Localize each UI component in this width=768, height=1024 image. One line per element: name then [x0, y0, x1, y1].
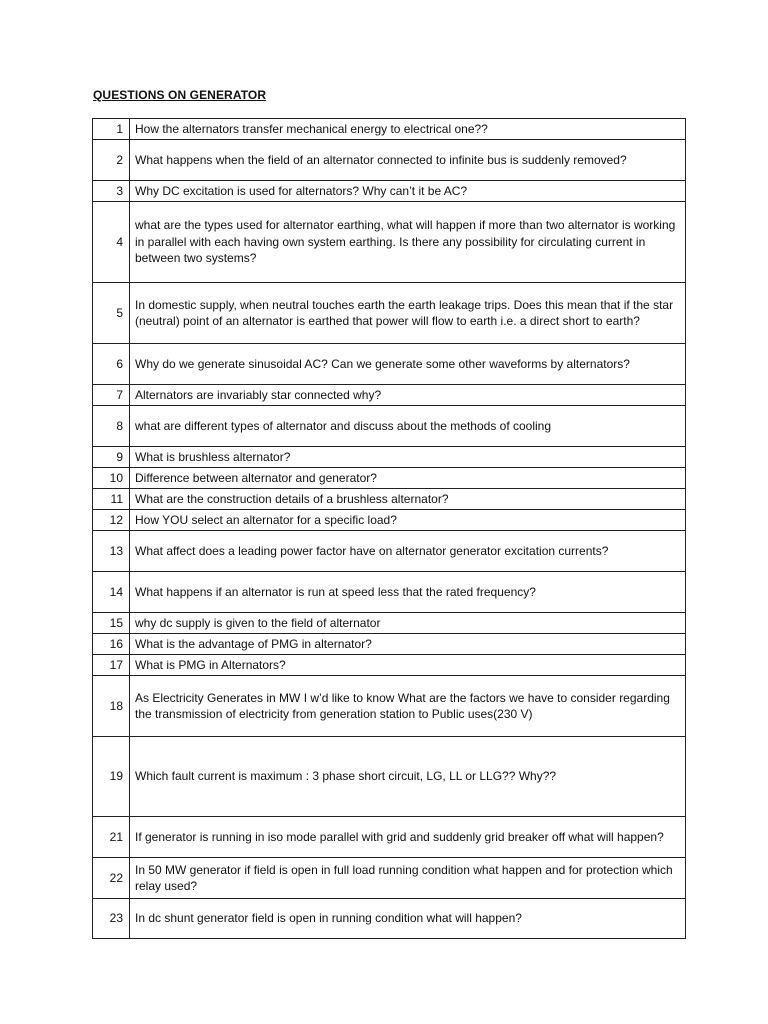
question-number: 23: [93, 899, 130, 939]
question-number: 5: [93, 283, 130, 344]
question-text: Why DC excitation is used for alternators? Why can’t it be AC?: [130, 181, 686, 202]
question-text: In dc shunt generator field is open in running condition what will happen?: [130, 899, 686, 939]
questions-table: [92, 118, 686, 939]
table-row: [93, 468, 686, 489]
table-row: [93, 385, 686, 406]
question-text: Difference between alternator and generator?: [130, 468, 686, 489]
question-text: what are different types of alternator and discuss about the methods of cooling: [130, 406, 686, 447]
question-number: 19: [93, 737, 130, 817]
table-row: [93, 406, 686, 447]
table-row: [93, 899, 686, 939]
question-text: What affect does a leading power factor have on alternator generator excitation currents?: [130, 531, 686, 572]
question-text: What is brushless alternator?: [130, 447, 686, 468]
question-number: 22: [93, 858, 130, 899]
question-text: In domestic supply, when neutral touches earth the earth leakage trips. Does this mean that if the star (neutral) point of an alternator is earthed that power will flow to earth i.e. a direct short to earth?: [130, 283, 686, 344]
question-text: Why do we generate sinusoidal AC? Can we generate some other waveforms by alternators?: [130, 344, 686, 385]
table-row: [93, 676, 686, 737]
question-number: 13: [93, 531, 130, 572]
question-number: 3: [93, 181, 130, 202]
table-row: [93, 531, 686, 572]
question-text: What happens when the field of an alternator connected to infinite bus is suddenly removed?: [130, 140, 686, 181]
table-row: [93, 344, 686, 385]
table-row: [93, 140, 686, 181]
question-number: 8: [93, 406, 130, 447]
table-row: [93, 119, 686, 140]
question-number: 7: [93, 385, 130, 406]
table-row: [93, 737, 686, 817]
question-text: Alternators are invariably star connected why?: [130, 385, 686, 406]
question-text: What are the construction details of a brushless alternator?: [130, 489, 686, 510]
question-number: 1: [93, 119, 130, 140]
question-number: 12: [93, 510, 130, 531]
table-row: [93, 283, 686, 344]
table-row: [93, 489, 686, 510]
question-number: 17: [93, 655, 130, 676]
table-row: [93, 572, 686, 613]
table-row: [93, 202, 686, 283]
question-text: How the alternators transfer mechanical energy to electrical one??: [130, 119, 686, 140]
question-text: As Electricity Generates in MW I w’d like to know What are the factors we have to consider regarding the transmission of electricity from generation station to Public uses(230 V): [130, 676, 686, 737]
question-text: Which fault current is maximum : 3 phase short circuit, LG, LL or LLG?? Why??: [130, 737, 686, 817]
question-number: 9: [93, 447, 130, 468]
question-number: 11: [93, 489, 130, 510]
question-number: 2: [93, 140, 130, 181]
question-number: 6: [93, 344, 130, 385]
question-text: why dc supply is given to the field of alternator: [130, 613, 686, 634]
question-number: 14: [93, 572, 130, 613]
table-row: [93, 655, 686, 676]
question-number: 10: [93, 468, 130, 489]
table-row: [93, 817, 686, 858]
table-row: [93, 510, 686, 531]
table-row: [93, 858, 686, 899]
question-number: 4: [93, 202, 130, 283]
question-text: What is PMG in Alternators?: [130, 655, 686, 676]
table-row: [93, 181, 686, 202]
table-row: [93, 634, 686, 655]
question-text: How YOU select an alternator for a specific load?: [130, 510, 686, 531]
question-number: 21: [93, 817, 130, 858]
table-row: [93, 613, 686, 634]
page-title: QUESTIONS ON GENERATOR: [93, 88, 267, 102]
question-number: 16: [93, 634, 130, 655]
question-text: what are the types used for alternator earthing, what will happen if more than two alternator is working in parallel with each having own system earthing. Is there any possibility for circulating current in between two systems?: [130, 202, 686, 283]
question-text: What is the advantage of PMG in alternator?: [130, 634, 686, 655]
question-number: 15: [93, 613, 130, 634]
question-text: In 50 MW generator if field is open in full load running condition what happen and for protection which relay used?: [130, 858, 686, 899]
question-text: If generator is running in iso mode parallel with grid and suddenly grid breaker off what will happen?: [130, 817, 686, 858]
question-text: What happens if an alternator is run at speed less that the rated frequency?: [130, 572, 686, 613]
table-row: [93, 447, 686, 468]
question-number: 18: [93, 676, 130, 737]
